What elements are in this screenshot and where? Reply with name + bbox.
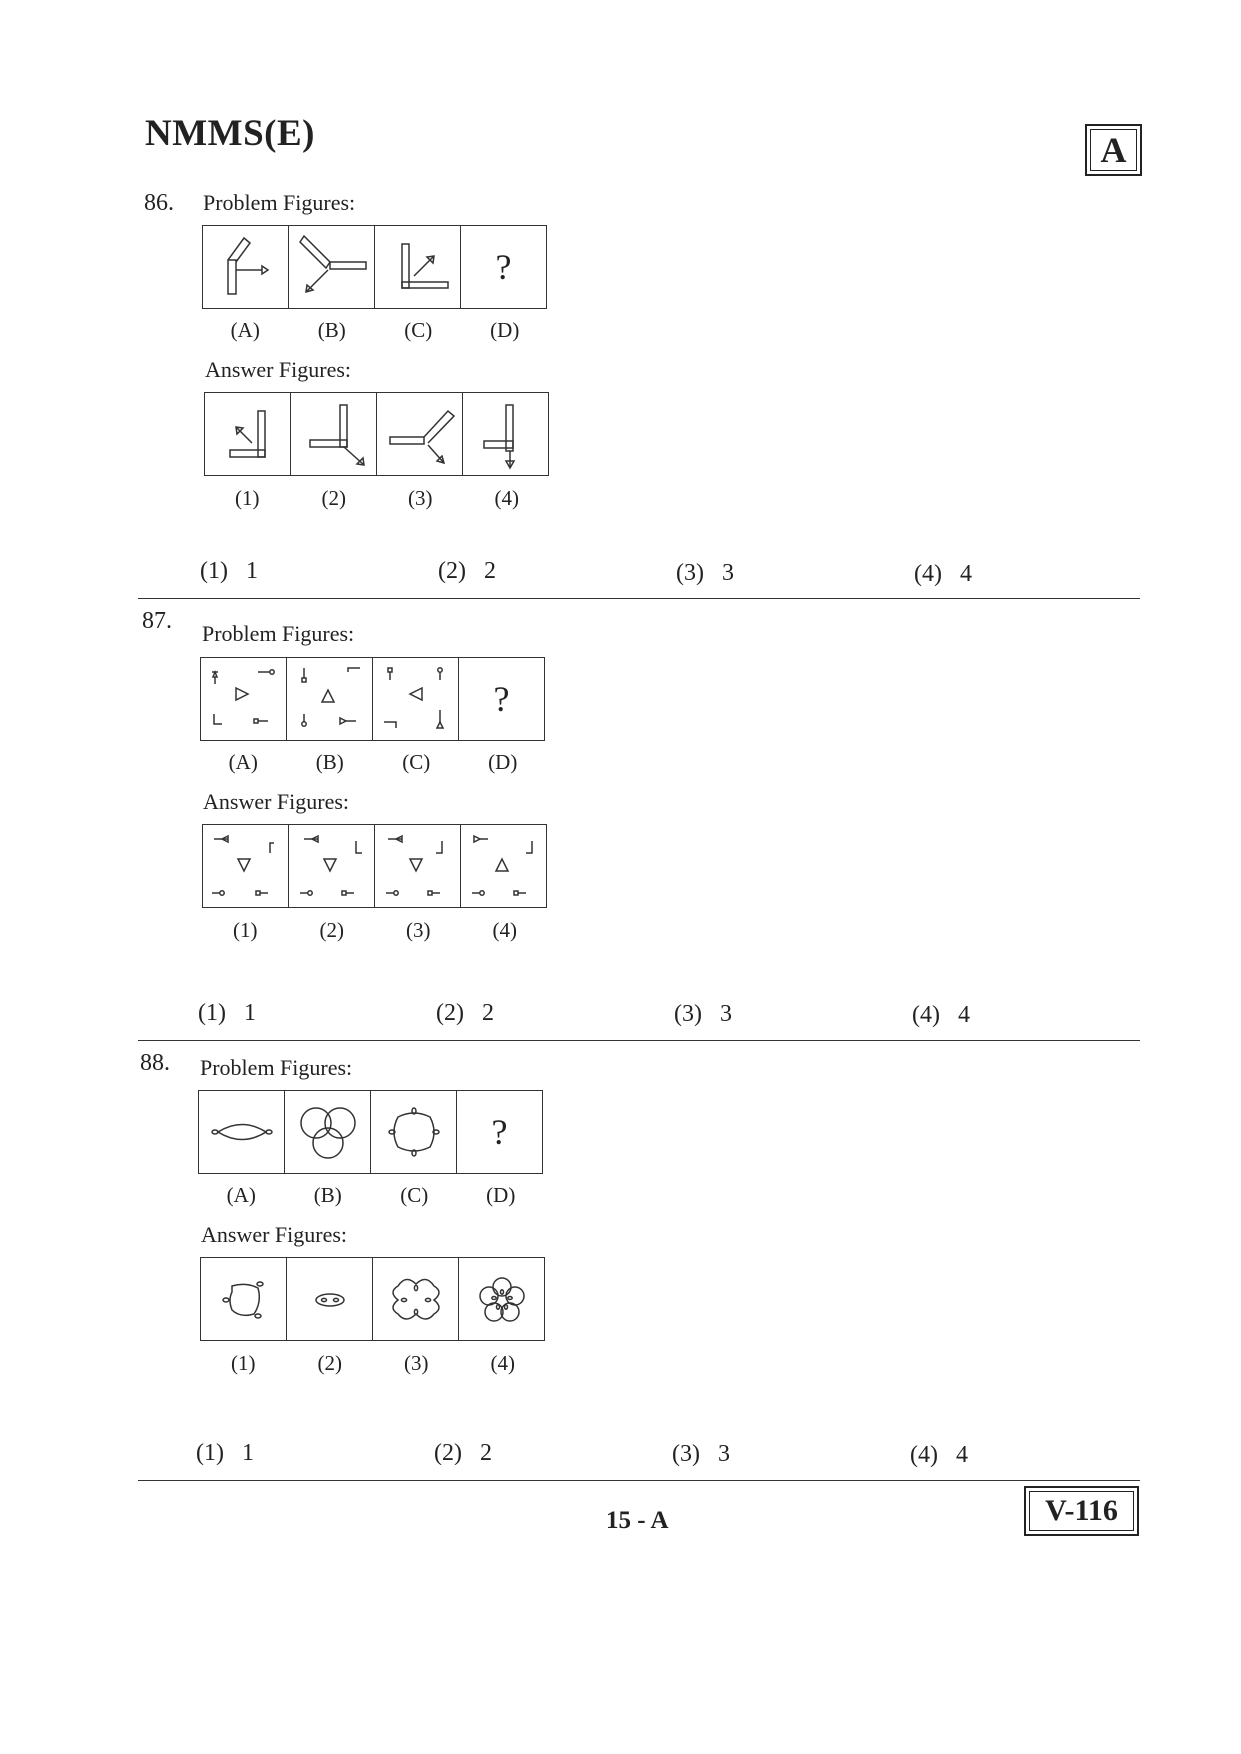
option-value: 2 <box>481 1000 494 1026</box>
answer-figure-labels <box>204 486 550 511</box>
answer-figure-labels <box>202 918 548 943</box>
answer-figures-label: Answer Figures: <box>201 1222 348 1247</box>
figure-label: (B) <box>317 318 346 342</box>
option-label: (3) <box>672 1441 700 1467</box>
option-3[interactable] <box>674 1001 732 1028</box>
figure-label: (4) <box>492 918 517 942</box>
problem-figure-d <box>460 226 546 308</box>
figure-label: (1) <box>231 1351 256 1375</box>
option-label: (2) <box>434 1440 462 1466</box>
figure-drawing <box>290 1095 366 1169</box>
figure-drawing <box>206 1262 282 1336</box>
problem-figure-b <box>288 226 374 308</box>
answer-figure-2[interactable] <box>290 393 376 475</box>
problem-figures-row <box>200 657 545 741</box>
figure-label: (3) <box>404 1351 429 1375</box>
option-label: (3) <box>676 560 704 586</box>
figure-label: (3) <box>408 486 433 510</box>
figure-label: (D) <box>486 1183 516 1207</box>
option-label: (4) <box>912 1002 940 1028</box>
answer-figure-labels <box>200 1351 546 1376</box>
missing-figure-mark: ? <box>493 679 510 719</box>
answer-figure-3[interactable] <box>376 393 462 475</box>
option-value: 4 <box>957 1002 970 1028</box>
figure-label: (1) <box>235 486 260 510</box>
missing-figure-mark: ? <box>495 247 512 287</box>
paper-code-box <box>1024 1486 1139 1536</box>
figure-label: (C) <box>400 1183 429 1207</box>
option-2[interactable] <box>436 1000 494 1027</box>
answer-figure-1[interactable] <box>203 825 288 907</box>
option-label: (2) <box>438 558 466 584</box>
answer-figure-4[interactable] <box>458 1258 544 1340</box>
option-value: 1 <box>245 558 258 584</box>
question-number: 88. <box>140 1050 170 1076</box>
set-code-box <box>1085 124 1142 176</box>
figure-label: (1) <box>233 918 258 942</box>
problem-figures-row <box>202 225 547 309</box>
problem-figures-row <box>198 1090 543 1174</box>
figure-drawing <box>468 397 544 471</box>
figure-label: (C) <box>402 750 431 774</box>
problem-figure-labels <box>198 1183 544 1208</box>
option-value: 4 <box>955 1442 968 1468</box>
figure-drawing <box>210 397 286 471</box>
option-value: 3 <box>717 1441 730 1467</box>
option-value: 4 <box>959 561 972 587</box>
question-number: 87. <box>142 608 172 634</box>
option-value: 3 <box>719 1001 732 1027</box>
problem-figure-c <box>374 226 460 308</box>
figure-label: (B) <box>313 1183 342 1207</box>
option-value: 3 <box>721 560 734 586</box>
question-divider <box>138 598 1140 599</box>
figure-label: (D) <box>488 750 518 774</box>
paper-code: V-116 <box>1029 1491 1134 1531</box>
problem-figure-a <box>199 1091 284 1173</box>
problem-figure-b <box>284 1091 370 1173</box>
figure-drawing <box>378 662 454 736</box>
answer-figure-1[interactable] <box>205 393 290 475</box>
option-value: 1 <box>243 1000 256 1026</box>
problem-figure-d <box>456 1091 542 1173</box>
figure-label: (2) <box>317 1351 342 1375</box>
answer-figure-1[interactable] <box>201 1258 286 1340</box>
question-number: 86. <box>144 190 174 216</box>
option-label: (4) <box>910 1442 938 1468</box>
option-4[interactable] <box>910 1442 968 1469</box>
answer-figures-row <box>200 1257 545 1341</box>
figure-drawing <box>292 662 368 736</box>
figure-label: (4) <box>490 1351 515 1375</box>
figure-label: (B) <box>315 750 344 774</box>
option-label: (1) <box>200 558 228 584</box>
problem-figures-label: Problem Figures: <box>202 621 355 646</box>
figure-label: (C) <box>404 318 433 342</box>
figure-drawing <box>382 397 458 471</box>
option-label: (1) <box>198 1000 226 1026</box>
figure-label: (D) <box>490 318 520 342</box>
problem-figure-labels <box>200 750 546 775</box>
option-value: 2 <box>483 558 496 584</box>
option-label: (1) <box>196 1440 224 1466</box>
figure-drawing <box>204 1095 280 1169</box>
option-label: (4) <box>914 561 942 587</box>
option-value: 1 <box>241 1440 254 1466</box>
figure-drawing <box>206 662 282 736</box>
page-divider <box>138 1480 1140 1481</box>
option-2[interactable] <box>438 558 496 585</box>
problem-figure-a <box>203 226 288 308</box>
problem-figure-a <box>201 658 286 740</box>
figure-drawing <box>380 230 456 304</box>
figure-drawing <box>294 230 370 304</box>
answer-figure-3[interactable] <box>372 1258 458 1340</box>
answer-figure-2[interactable] <box>286 1258 372 1340</box>
answer-figures-label: Answer Figures: <box>203 789 350 814</box>
problem-figures-label: Problem Figures: <box>200 1055 353 1080</box>
page-title: NMMS(E) <box>145 113 315 154</box>
figure-label: (3) <box>406 918 431 942</box>
option-3[interactable] <box>676 560 734 587</box>
answer-figures-row <box>204 392 549 476</box>
page-number: 15 - A <box>606 1507 669 1534</box>
figure-label: (A) <box>226 1183 256 1207</box>
figure-drawing <box>378 1262 454 1336</box>
problem-figure-labels <box>202 318 548 343</box>
option-2[interactable] <box>434 1440 492 1467</box>
missing-figure-mark: ? <box>491 1112 508 1152</box>
figure-label: (A) <box>228 750 258 774</box>
problem-figure-c <box>370 1091 456 1173</box>
option-3[interactable] <box>672 1441 730 1468</box>
figure-drawing <box>294 829 370 903</box>
option-1[interactable] <box>198 1000 256 1027</box>
answer-figure-2[interactable] <box>288 825 374 907</box>
figure-drawing <box>296 397 372 471</box>
figure-drawing <box>464 1262 540 1336</box>
figure-label: (4) <box>494 486 519 510</box>
option-1[interactable] <box>200 558 258 585</box>
figure-label: (2) <box>321 486 346 510</box>
option-4[interactable] <box>914 561 972 588</box>
figure-drawing <box>208 230 284 304</box>
figure-drawing <box>208 829 284 903</box>
set-code: A <box>1090 129 1137 171</box>
figure-label: (A) <box>230 318 260 342</box>
question-divider <box>138 1040 1140 1041</box>
figure-label: (2) <box>319 918 344 942</box>
problem-figure-b <box>286 658 372 740</box>
figure-drawing <box>466 829 542 903</box>
answer-figures-row <box>202 824 547 908</box>
problem-figure-d <box>458 658 544 740</box>
option-label: (3) <box>674 1001 702 1027</box>
option-1[interactable] <box>196 1440 254 1467</box>
option-label: (2) <box>436 1000 464 1026</box>
figure-drawing <box>292 1262 368 1336</box>
figure-drawing <box>380 829 456 903</box>
answer-figure-4[interactable] <box>460 825 546 907</box>
option-value: 2 <box>479 1440 492 1466</box>
answer-figure-3[interactable] <box>374 825 460 907</box>
problem-figures-label: Problem Figures: <box>203 190 356 215</box>
problem-figure-c <box>372 658 458 740</box>
figure-drawing <box>376 1095 452 1169</box>
answer-figure-4[interactable] <box>462 393 548 475</box>
answer-figures-label: Answer Figures: <box>205 357 352 382</box>
option-4[interactable] <box>912 1002 970 1029</box>
